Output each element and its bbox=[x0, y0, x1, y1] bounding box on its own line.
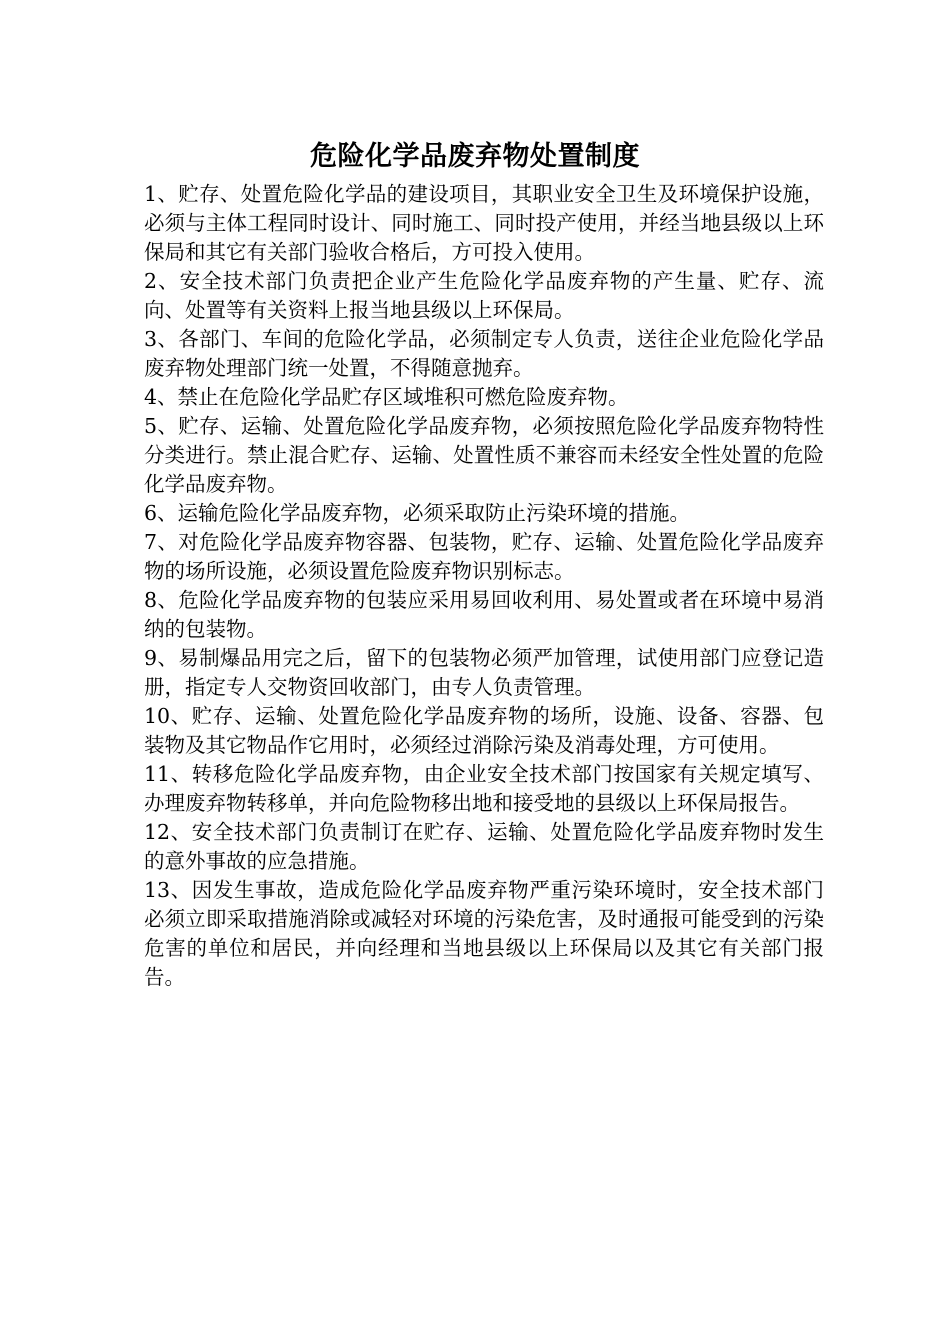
regulation-item-10: 10、贮存、运输、处置危险化学品废弃物的场所，设施、设备、容器、包装物及其它物品作它用时，必须经过消除污染及消毒处理，方可使用。 bbox=[144, 704, 824, 757]
regulation-item-1: 1、贮存、处置危险化学品的建设项目，其职业安全卫生及环境保护设施，必须与主体工程同时设计、同时施工、同时投产使用，并经当地县级以上环保局和其它有关部门验收合格后，方可投入使用。 bbox=[144, 182, 824, 264]
regulation-item-2: 2、安全技术部门负责把企业产生危险化学品废弃物的产生量、贮存、流向、处置等有关资料上报当地县级以上环保局。 bbox=[144, 269, 824, 322]
regulation-item-7: 7、对危险化学品废弃物容器、包装物，贮存、运输、处置危险化学品废弃物的场所设施，必须设置危险废弃物识别标志。 bbox=[144, 530, 824, 583]
regulation-item-4: 4、禁止在危险化学品贮存区域堆积可燃危险废弃物。 bbox=[144, 385, 629, 409]
regulation-item-13: 13、因发生事故，造成危险化学品废弃物严重污染环境时，安全技术部门必须立即采取措施消除或减轻对环境的污染危害，及时通报可能受到的污染危害的单位和居民，并向经理和当地县级以上环保局以及其它有关部门报告。 bbox=[144, 878, 824, 989]
regulation-item-9: 9、易制爆品用完之后，留下的包装物必须严加管理，试使用部门应登记造册，指定专人交物资回收部门，由专人负责管理。 bbox=[144, 646, 824, 699]
regulation-item-5: 5、贮存、运输、处置危险化学品废弃物，必须按照危险化学品废弃物特性分类进行。禁止混合贮存、运输、处置性质不兼容而未经安全性处置的危险化学品废弃物。 bbox=[144, 414, 824, 496]
regulation-list bbox=[144, 180, 824, 992]
regulation-item-6: 6、运输危险化学品废弃物，必须采取防止污染环境的措施。 bbox=[144, 501, 691, 525]
regulation-item-11: 11、转移危险化学品废弃物，由企业安全技术部门按国家有关规定填写、办理废弃物转移单，并向危险物移出地和接受地的县级以上环保局报告。 bbox=[144, 762, 824, 815]
regulation-item-12: 12、安全技术部门负责制订在贮存、运输、处置危险化学品废弃物时发生的意外事故的应急措施。 bbox=[144, 820, 824, 873]
regulation-item-8: 8、危险化学品废弃物的包装应采用易回收利用、易处置或者在环境中易消纳的包装物。 bbox=[144, 588, 824, 641]
regulation-item-3: 3、各部门、车间的危险化学品，必须制定专人负责，送往企业危险化学品废弃物处理部门统一处置，不得随意抛弃。 bbox=[144, 327, 824, 380]
document-title: 危险化学品废弃物处置制度 bbox=[310, 141, 640, 172]
